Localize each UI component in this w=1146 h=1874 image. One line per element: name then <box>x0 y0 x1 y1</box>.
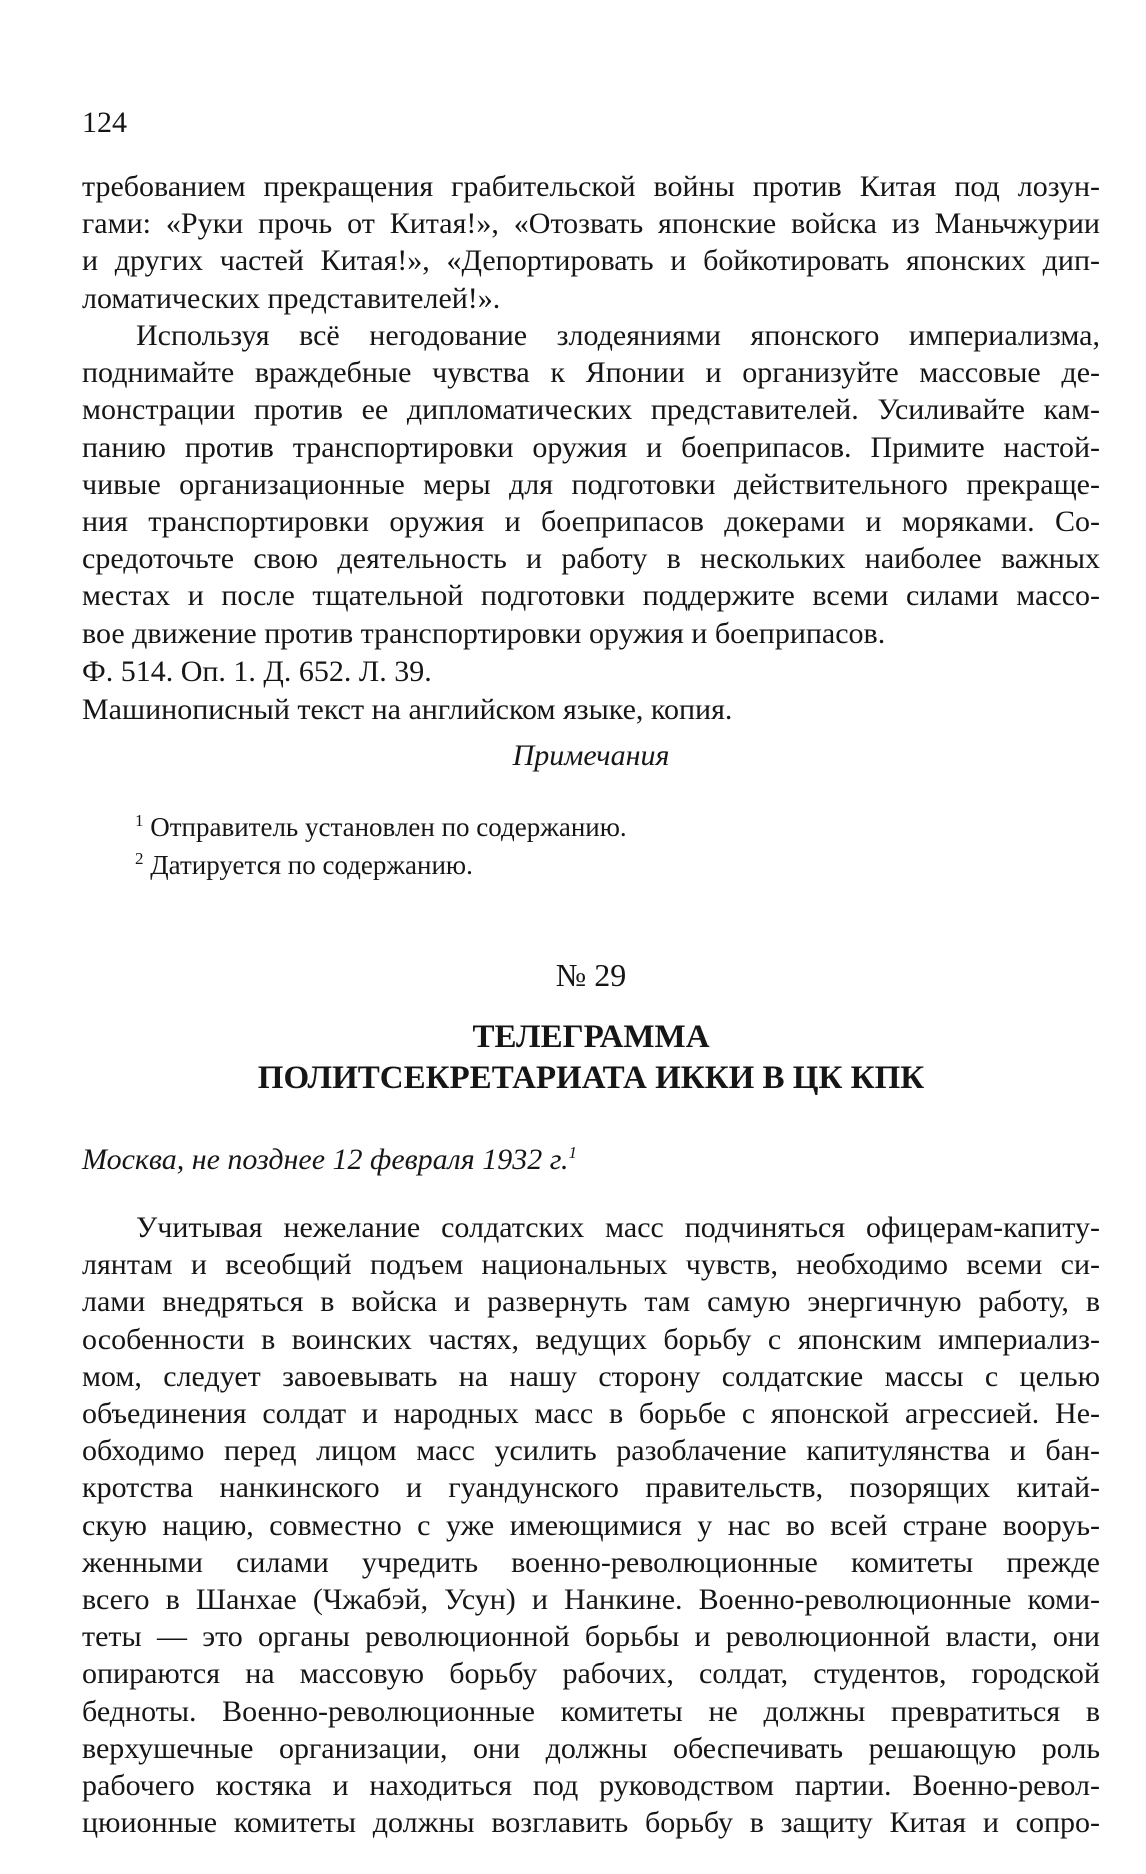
text-line: чивые организационные меры для подготовки действительного прекраще- <box>82 467 1100 501</box>
text-line: женными силами учредить военно-революционные комитеты прежде <box>82 1545 1100 1579</box>
telegram-body <box>82 1209 1100 1841</box>
text-line: панию против транспортировки оружия и боеприпасов. Примите настой- <box>82 430 1100 464</box>
archive-reference: Ф. 514. Оп. 1. Д. 652. Л. 39. <box>82 655 432 688</box>
dateline-footnote-marker: 1 <box>568 1143 578 1162</box>
text-line: гами: «Руки прочь от Китая!», «Отозвать японские войска из Маньчжурии <box>82 207 1100 241</box>
text-line: бедноты. Военно-революционные комитеты не должны превратиться в <box>82 1694 1100 1728</box>
text-line: лянтам и всеобщий подъем национальных чувств, необходимо всеми си- <box>82 1248 1100 1282</box>
text-line: мом, следует завоевывать на нашу сторону солдатские массы с целью <box>82 1359 1100 1393</box>
note-item <box>135 808 627 846</box>
notes-list <box>135 808 627 884</box>
text-line: поднимайте враждебные чувства к Японии и организуйте массовые де- <box>82 356 1100 390</box>
text-line: обходимо перед лицом масс усилить разоблачение капитулянства и бан- <box>82 1434 1100 1468</box>
text-line: опираются на массовую борьбу рабочих, солдат, студентов, городской <box>82 1657 1100 1691</box>
text-line: скую нацию, совместно с уже имеющимися у нас во всей стране вооруь- <box>82 1508 1100 1542</box>
dateline-text: Москва, не позднее 12 февраля 1932 г. <box>82 1143 569 1176</box>
continuation-paragraph <box>82 168 1100 317</box>
text-line: рабочего костяка и находиться под руководством партии. Военно-револ- <box>82 1769 1100 1803</box>
text-line: монстрации против ее дипломатических представителей. Усиливайте кам- <box>82 393 1100 427</box>
source-description: Машинописный текст на английском языке, копия. <box>82 693 733 726</box>
notes-title: Примечания <box>512 739 670 772</box>
document-title <box>82 1017 1100 1099</box>
document-dateline <box>82 1142 577 1178</box>
archive-source <box>82 653 1100 729</box>
note-text: Отправитель установлен по содержанию. <box>150 812 627 842</box>
text-line: местах и после тщательной подготовки поддержите всеми силами массо- <box>82 579 1100 613</box>
appeal-paragraph <box>82 317 1100 652</box>
text-line: теты — это органы революционной борьбы и революционной власти, они <box>82 1620 1100 1654</box>
text-line: ломатических представителей!». <box>82 281 501 315</box>
text-line: средоточьте свою деятельность и работу в нескольких наиболее важных <box>82 542 1100 576</box>
page-number: 124 <box>82 106 127 139</box>
text-line: цюионные комитеты должны возглавить борьбу в защиту Китая и сопро- <box>82 1806 1100 1840</box>
text-line: и других частей Китая!», «Депортировать и бойкотировать японских дип- <box>82 244 1100 278</box>
document-title-line: ТЕЛЕГРАММА <box>472 1019 710 1055</box>
note-marker: 1 <box>135 811 144 830</box>
document-number: № 29 <box>555 957 627 993</box>
text-line: лами внедряться в войска и развернуть там самую энергичную работу, в <box>82 1285 1100 1319</box>
text-line: Используя всё негодование злодеяниями японского империализма, <box>136 319 1100 352</box>
note-marker: 2 <box>135 849 144 868</box>
text-line: требованием прекращения грабительской войны против Китая под лозун- <box>82 170 1100 203</box>
document-title-line: ПОЛИТСЕКРЕТАРИАТА ИККИ В ЦК КПК <box>257 1060 925 1096</box>
text-line: объединения солдат и народных масс в борьбе с японской агрессией. Не- <box>82 1397 1100 1431</box>
text-line: ния транспортировки оружия и боеприпасов докерами и моряками. Со- <box>82 505 1100 539</box>
text-line: Учитывая нежелание солдатских масс подчиняться офицерам-капиту- <box>136 1211 1100 1244</box>
text-line: всего в Шанхае (Чжабэй, Усун) и Нанкине. Военно-революционные коми- <box>82 1583 1100 1617</box>
note-text: Датируется по содержанию. <box>150 850 473 880</box>
note-item <box>135 846 627 884</box>
text-line: верхушечные организации, они должны обеспечивать решающую роль <box>82 1731 1100 1765</box>
text-line: вое движение против транспортировки оружия и боеприпасов. <box>82 616 886 650</box>
text-line: особенности в воинских частях, ведущих борьбу с японским империализ- <box>82 1322 1100 1356</box>
text-line: кротства нанкинского и гуандунского правительств, позорящих китай- <box>82 1471 1100 1505</box>
